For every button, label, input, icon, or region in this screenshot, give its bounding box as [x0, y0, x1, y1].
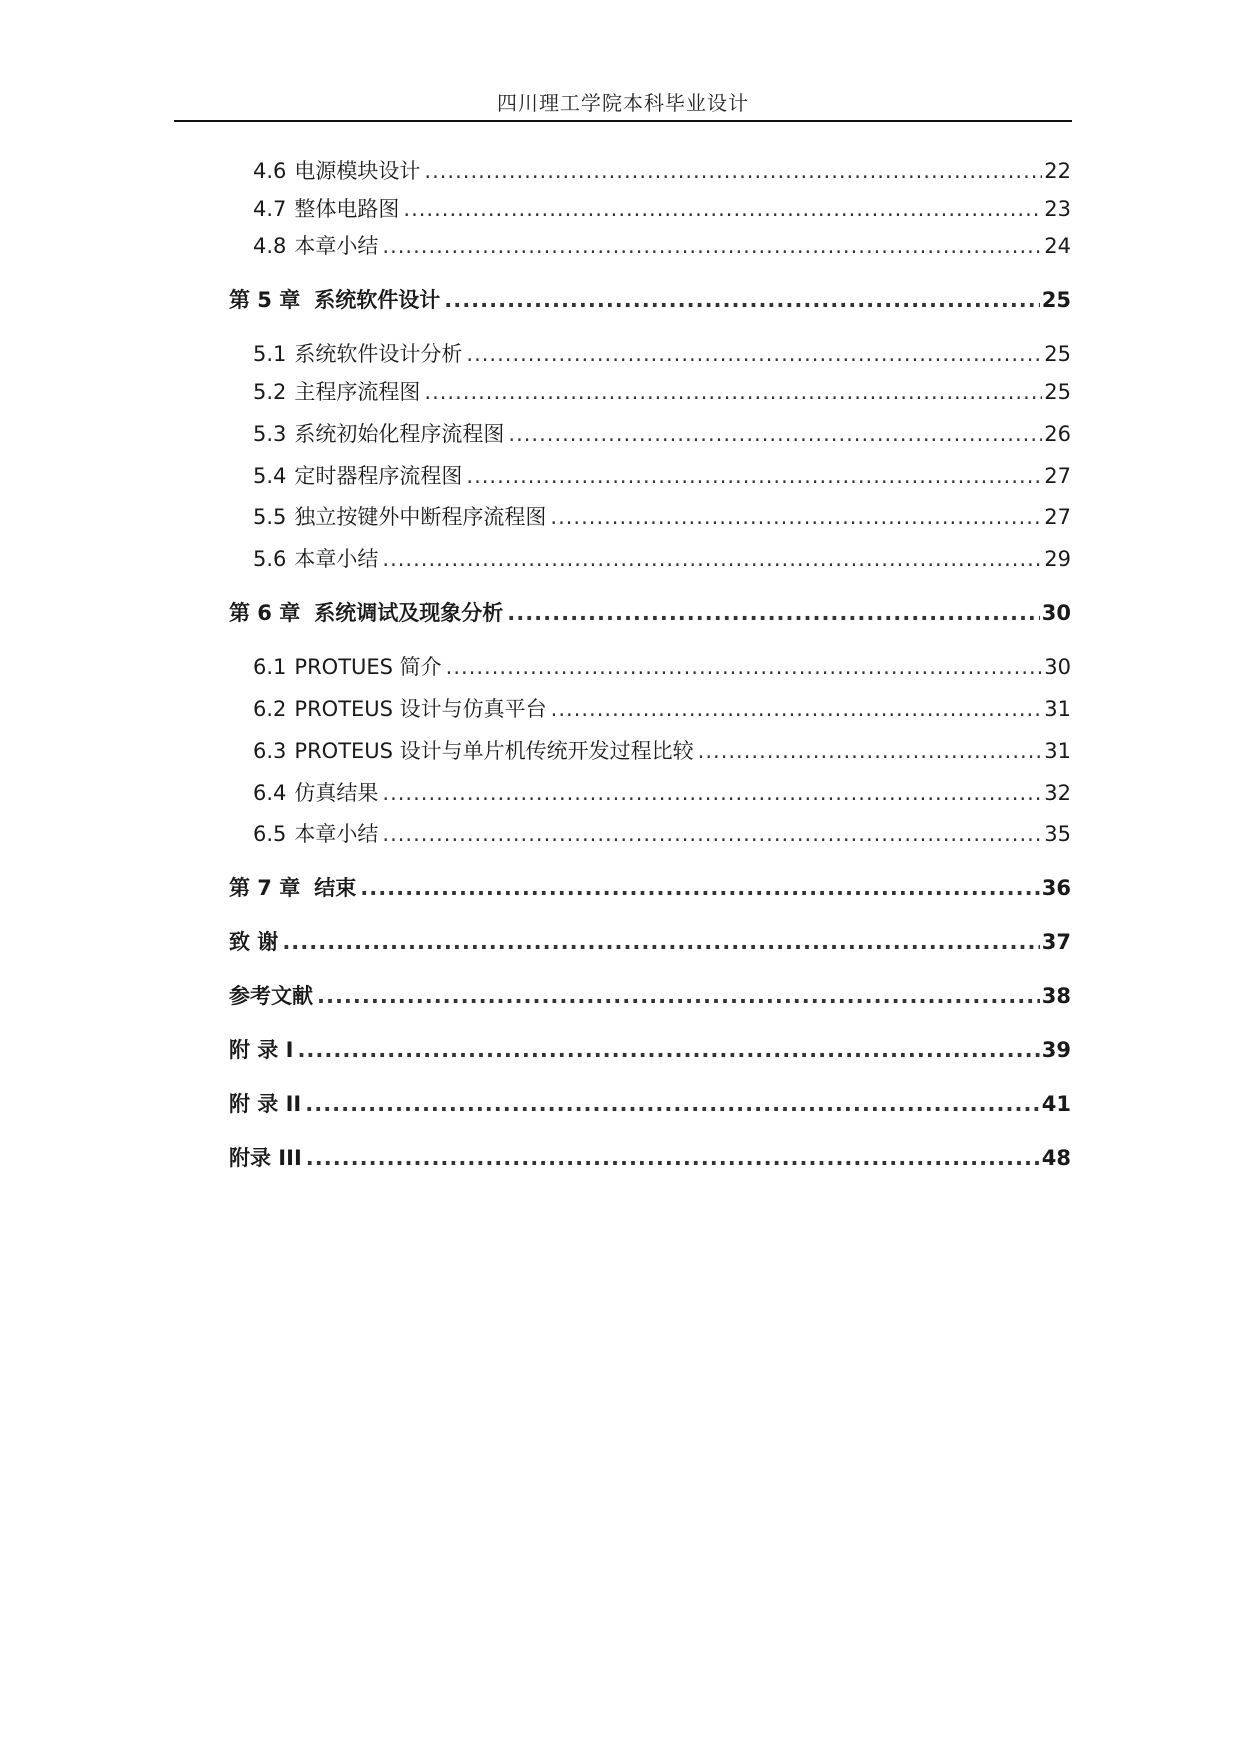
toc-leader-dots — [382, 777, 1042, 809]
toc-entry-title: 本章小结 — [294, 547, 379, 571]
toc-chapter-entry[interactable] — [229, 1142, 1071, 1174]
toc-entry-page: 29 — [1044, 547, 1071, 571]
toc-chapter-entry[interactable] — [229, 284, 1071, 316]
toc-entry[interactable] — [253, 735, 1071, 767]
toc-entry-title: 附录 III — [229, 1146, 302, 1170]
toc-entry-number: 5.2 — [253, 380, 287, 404]
toc-entry-title: 致 谢 — [229, 930, 279, 954]
toc-entry-page: 27 — [1044, 464, 1071, 488]
toc-leader-dots — [508, 418, 1042, 450]
page-header-title: 四川理工学院本科毕业设计 — [497, 91, 749, 115]
toc-entry-title: 整体电路图 — [294, 197, 400, 221]
toc-entry[interactable] — [253, 777, 1071, 809]
toc-entry-page: 30 — [1041, 601, 1071, 625]
toc-entry-page: 23 — [1044, 197, 1071, 221]
toc-leader-dots — [360, 872, 1040, 904]
toc-entry-title: 系统初始化程序流程图 — [294, 422, 505, 446]
toc-leader-dots — [297, 1034, 1039, 1066]
toc-entry-title: 结束 — [314, 876, 357, 900]
toc-leader-dots — [382, 818, 1042, 850]
toc-entry-title: 参考文献 — [229, 984, 313, 1008]
toc-entry-page: 36 — [1041, 876, 1071, 900]
toc-entry-number: 第 6 章 — [229, 601, 301, 625]
toc-chapter-entry[interactable] — [229, 980, 1071, 1012]
toc-entry-title: 仿真结果 — [294, 781, 379, 805]
toc-entry-title: PROTUES 简介 — [294, 655, 442, 679]
toc-entry-page: 39 — [1041, 1038, 1071, 1062]
toc-chapter-entry[interactable] — [229, 926, 1071, 958]
toc-entry-page: 41 — [1041, 1092, 1071, 1116]
toc-entry-page: 38 — [1041, 984, 1071, 1008]
toc-entry-page: 25 — [1044, 380, 1071, 404]
toc-entry-page: 26 — [1044, 422, 1071, 446]
toc-entry-number: 6.5 — [253, 822, 287, 846]
toc-entry-number: 6.3 — [253, 739, 287, 763]
toc-entry-page: 35 — [1044, 822, 1071, 846]
toc-entry-title: PROTEUS 设计与仿真平台 — [294, 697, 547, 721]
toc-leader-dots — [507, 597, 1040, 629]
toc-entry-title: 本章小结 — [294, 822, 379, 846]
toc-entry-title: 定时器程序流程图 — [294, 464, 463, 488]
toc-leader-dots — [550, 501, 1042, 533]
toc-entry[interactable] — [253, 155, 1071, 187]
toc-entry-number: 4.7 — [253, 197, 287, 221]
toc-leader-dots — [305, 1088, 1040, 1120]
toc-entry-page: 37 — [1041, 930, 1071, 954]
toc-entry[interactable] — [253, 818, 1071, 850]
toc-leader-dots — [551, 693, 1043, 725]
toc-leader-dots — [403, 193, 1042, 225]
toc-leader-dots — [424, 376, 1042, 408]
toc-entry-title: PROTEUS 设计与单片机传统开发过程比较 — [294, 739, 694, 763]
toc-entry[interactable] — [253, 230, 1071, 262]
toc-entry-page: 25 — [1041, 288, 1071, 312]
toc-entry-number: 4.6 — [253, 159, 287, 183]
toc-chapter-entry[interactable] — [229, 1088, 1071, 1120]
toc-entry[interactable] — [253, 693, 1071, 725]
toc-entry[interactable] — [253, 338, 1071, 370]
toc-chapter-entry[interactable] — [229, 597, 1071, 629]
toc-entry-page: 27 — [1044, 505, 1071, 529]
toc-leader-dots — [317, 980, 1040, 1012]
toc-chapter-entry[interactable] — [229, 1034, 1071, 1066]
toc-leader-dots — [698, 735, 1043, 767]
toc-entry-page: 25 — [1044, 342, 1071, 366]
toc-entry-title: 附 录 II — [229, 1092, 302, 1116]
toc-entry-title: 附 录 I — [229, 1038, 294, 1062]
toc-entry-page: 48 — [1041, 1146, 1071, 1170]
toc-entry-number: 5.6 — [253, 547, 287, 571]
toc-leader-dots — [306, 1142, 1040, 1174]
toc-entry-page: 22 — [1044, 159, 1071, 183]
toc-entry[interactable] — [253, 460, 1071, 492]
toc-entry-number: 5.4 — [253, 464, 287, 488]
toc-entry[interactable] — [253, 418, 1071, 450]
toc-leader-dots — [382, 230, 1042, 262]
toc-entry-number: 5.3 — [253, 422, 287, 446]
toc-leader-dots — [466, 460, 1042, 492]
toc-entry[interactable] — [253, 193, 1071, 225]
toc-entry[interactable] — [253, 376, 1071, 408]
toc-leader-dots — [424, 155, 1042, 187]
toc-entry-page: 31 — [1044, 739, 1071, 763]
toc-entry-title: 主程序流程图 — [294, 380, 421, 404]
toc-entry-number: 4.8 — [253, 234, 287, 258]
toc-entry-page: 24 — [1044, 234, 1071, 258]
toc-entry-title: 独立按键外中断程序流程图 — [294, 505, 547, 529]
toc-entry[interactable] — [253, 651, 1071, 683]
toc-entry-number: 5.5 — [253, 505, 287, 529]
toc-leader-dots — [444, 284, 1040, 316]
toc-leader-dots — [466, 338, 1042, 370]
toc-entry-number: 第 5 章 — [229, 288, 301, 312]
toc-entry-title: 本章小结 — [294, 234, 379, 258]
toc-entry-number: 6.4 — [253, 781, 287, 805]
toc-entry-title: 系统软件设计 — [314, 288, 441, 312]
toc-leader-dots — [282, 926, 1039, 958]
toc-entry[interactable] — [253, 543, 1071, 575]
toc-entry-title: 系统调试及现象分析 — [314, 601, 504, 625]
toc-entry-number: 6.2 — [253, 697, 287, 721]
toc-entry-number: 5.1 — [253, 342, 287, 366]
toc-entry-page: 32 — [1044, 781, 1071, 805]
toc-entry-title: 电源模块设计 — [294, 159, 421, 183]
toc-entry-page: 30 — [1044, 655, 1071, 679]
toc-leader-dots — [446, 651, 1043, 683]
toc-entry-number: 6.1 — [253, 655, 287, 679]
toc-chapter-entry[interactable] — [229, 872, 1071, 904]
toc-entry-page: 31 — [1044, 697, 1071, 721]
toc-entry-number: 第 7 章 — [229, 876, 301, 900]
toc-leader-dots — [382, 543, 1042, 575]
toc-entry[interactable] — [253, 501, 1071, 533]
toc-entry-title: 系统软件设计分析 — [294, 342, 463, 366]
